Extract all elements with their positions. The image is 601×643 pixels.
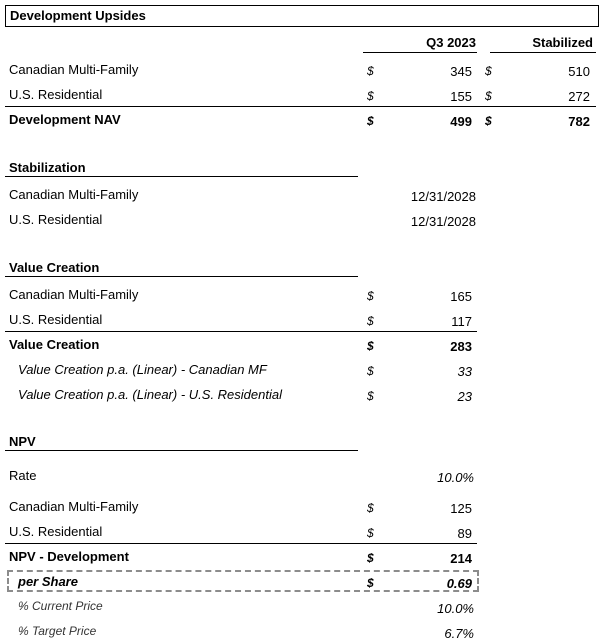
currency-symbol: $: [367, 526, 374, 540]
currency-symbol: $: [367, 501, 374, 515]
linear-row-label: Value Creation p.a. (Linear) - Canadian MF: [18, 362, 267, 377]
value-creation-value: 165: [450, 289, 472, 304]
target-price-value: 6.7%: [444, 626, 474, 641]
linear-value: 33: [457, 364, 472, 379]
header-underline-q3: [363, 52, 477, 53]
currency-symbol: $: [485, 89, 492, 103]
currency-symbol: $: [367, 89, 374, 103]
column-header-stabilized: Stabilized: [532, 35, 593, 50]
target-price-label: % Target Price: [18, 624, 97, 638]
currency-symbol: $: [367, 551, 374, 565]
currency-symbol: $: [367, 389, 374, 403]
total-rule: [5, 543, 477, 544]
value-creation-total-value: 283: [450, 339, 472, 354]
section-underline: [5, 450, 358, 451]
npv-row-label: Canadian Multi-Family: [9, 499, 139, 514]
currency-symbol: $: [367, 289, 374, 303]
total-rule: [5, 331, 477, 332]
per-share-value: 0.69: [446, 576, 472, 591]
stabilization-date: 12/31/2028: [410, 214, 476, 229]
current-price-value: 10.0%: [437, 601, 474, 616]
total-rule: [5, 106, 596, 107]
currency-symbol: $: [367, 114, 374, 128]
dev-row-stabilized-value: 510: [568, 64, 590, 79]
dev-row-q3-value: 345: [450, 64, 472, 79]
per-share-label: per Share: [18, 574, 78, 589]
section-underline: [5, 276, 358, 277]
currency-symbol: $: [367, 576, 374, 590]
current-price-label: % Current Price: [18, 599, 103, 613]
dev-total-q3-value: 499: [450, 114, 472, 129]
value-creation-row-label: Canadian Multi-Family: [9, 287, 139, 302]
npv-total-label: NPV - Development: [9, 549, 129, 564]
title-box: [5, 5, 599, 27]
currency-symbol: $: [367, 314, 374, 328]
section-heading-npv: NPV: [9, 434, 36, 449]
npv-row-label: U.S. Residential: [9, 524, 103, 539]
currency-symbol: $: [367, 339, 374, 353]
dev-total-label: Development NAV: [9, 112, 121, 127]
currency-symbol: $: [485, 64, 492, 78]
stabilization-date: 12/31/2028: [410, 189, 476, 204]
currency-symbol: $: [367, 364, 374, 378]
linear-row-label: Value Creation p.a. (Linear) - U.S. Residential: [18, 387, 282, 402]
dev-row-label: U.S. Residential: [9, 87, 103, 102]
npv-value: 89: [457, 526, 472, 541]
value-creation-total-label: Value Creation: [9, 337, 100, 352]
value-creation-value: 117: [451, 314, 472, 329]
stabilization-row-label: U.S. Residential: [9, 212, 103, 227]
dev-total-stabilized-value: 782: [568, 114, 590, 129]
dev-row-label: Canadian Multi-Family: [9, 62, 139, 77]
currency-symbol: $: [367, 64, 374, 78]
column-header-q3: Q3 2023: [426, 35, 476, 50]
header-underline-stabilized: [490, 52, 596, 53]
value-creation-row-label: U.S. Residential: [9, 312, 103, 327]
npv-value: 125: [450, 501, 472, 516]
section-heading-value-creation: Value Creation: [9, 260, 100, 275]
linear-value: 23: [457, 389, 472, 404]
currency-symbol: $: [485, 114, 492, 128]
page-title: Development Upsides: [10, 8, 146, 23]
npv-rate-value: 10.0%: [437, 470, 474, 485]
section-underline: [5, 176, 358, 177]
dev-row-q3-value: 155: [450, 89, 472, 104]
section-heading-stabilization: Stabilization: [9, 160, 86, 175]
stabilization-row-label: Canadian Multi-Family: [9, 187, 139, 202]
npv-total-value: 214: [450, 551, 472, 566]
npv-rate-label: Rate: [9, 468, 37, 483]
dev-row-stabilized-value: 272: [568, 89, 590, 104]
